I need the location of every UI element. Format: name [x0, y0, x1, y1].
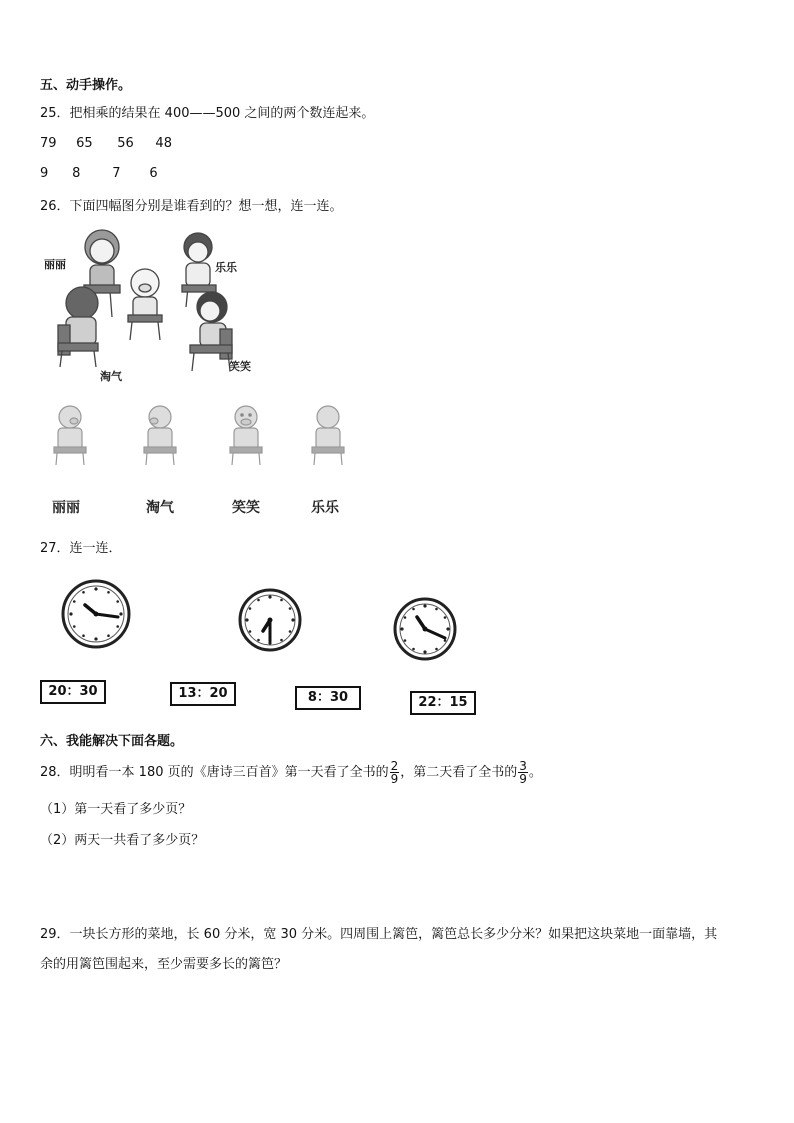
- name-xiaoxiao[interactable]: 笑笑: [232, 500, 260, 516]
- name-lele[interactable]: 乐乐: [311, 500, 339, 516]
- time-box-2[interactable]: 13：20: [170, 682, 236, 706]
- section6-title: 六、我能解决下面各题。: [40, 734, 184, 749]
- q28-text-before: 28．明明看一本 180 页的《唐诗三百首》第一天看了全书的: [40, 765, 389, 780]
- q28-text-after: 。: [528, 765, 542, 780]
- q29-line2: 余的用篱笆围起来，至少需要多长的篱笆？: [40, 957, 288, 972]
- q25-num[interactable]: 65: [76, 136, 93, 151]
- scene-label-taoqi: 淘气: [100, 370, 122, 383]
- q25-num[interactable]: 7: [112, 166, 121, 181]
- q28-text-middle: ，第二天看了全书的: [400, 765, 518, 780]
- q28-sub1: （1）第一天看了多少页？: [40, 802, 192, 817]
- scene-label-lili: 丽丽: [44, 258, 66, 271]
- q25-row2: [40, 166, 169, 182]
- q25-row1: [40, 136, 185, 152]
- q29-line1: 29．一块长方形的菜地，长 60 分米，宽 30 分米。四周围上篱笆，篱笆总长多少分米？如果把这块菜地一面靠墙，其: [40, 927, 718, 942]
- pig-view-4[interactable]: [306, 403, 350, 467]
- clock-2[interactable]: [237, 587, 303, 653]
- section5-title: 五、动手操作。: [40, 78, 132, 93]
- q25-num[interactable]: 6: [149, 166, 158, 181]
- name-taoqi[interactable]: 淘气: [146, 500, 174, 516]
- clock-3[interactable]: [391, 596, 459, 662]
- q25-num[interactable]: 9: [40, 166, 49, 181]
- fraction-2-9: $\frac{2}{9}$: [390, 759, 399, 786]
- q25-num[interactable]: 56: [117, 136, 134, 151]
- pig-view-2[interactable]: [138, 403, 182, 467]
- pig-view-1[interactable]: [48, 403, 92, 467]
- q25-text: 25．把相乘的结果在 400——500 之间的两个数连起来。: [40, 106, 375, 121]
- time-box-4[interactable]: 22：15: [410, 691, 476, 715]
- q26-text: 26．下面四幅图分别是谁看到的？想一想，连一连。: [40, 199, 343, 214]
- clock-1[interactable]: [60, 578, 132, 650]
- scene-label-xiaoxiao: 笑笑: [229, 360, 251, 373]
- pig-view-3[interactable]: [224, 403, 268, 467]
- q27-text: 27．连一连．: [40, 541, 122, 556]
- q25-num[interactable]: 48: [155, 136, 172, 151]
- scene-illustration: [40, 225, 260, 385]
- name-lili[interactable]: 丽丽: [52, 500, 80, 516]
- time-box-1[interactable]: 20：30: [40, 680, 106, 704]
- fraction-3-9: $\frac{3}{9}$: [519, 759, 527, 786]
- q25-num[interactable]: 79: [40, 136, 57, 151]
- q25-num[interactable]: 8: [72, 166, 81, 181]
- q28-text: [40, 759, 542, 787]
- scene-label-lele: 乐乐: [215, 261, 237, 274]
- q28-sub2: （2）两天一共看了多少页？: [40, 833, 205, 848]
- time-box-3[interactable]: 8：30: [295, 686, 361, 710]
